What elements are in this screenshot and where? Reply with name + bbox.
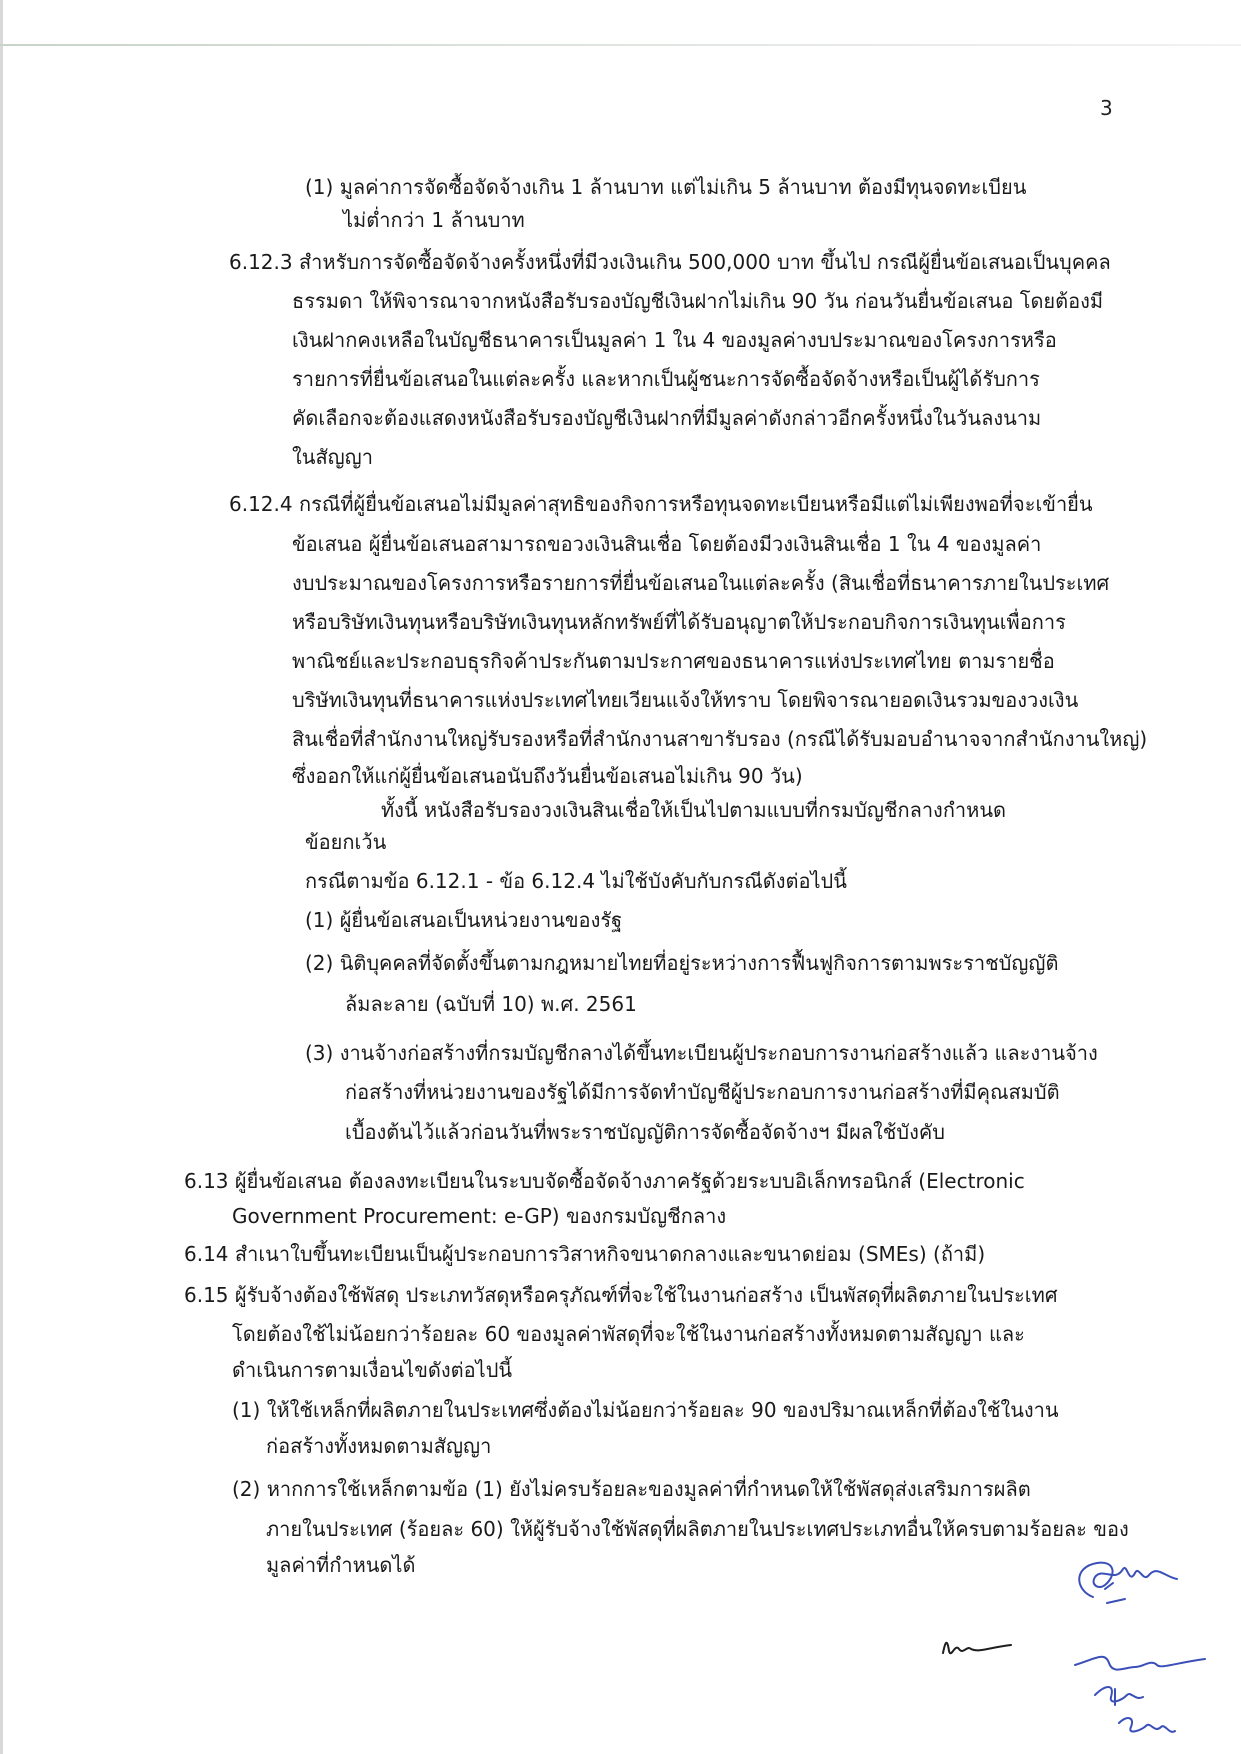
signature-stroke <box>1079 1563 1177 1597</box>
text-line: งบประมาณของโครงการหรือรายการที่ยื่นข้อเสนอในแต่ละครั้ง (สินเชื่อที่ธนาคารภายในประเทศ <box>292 571 1110 595</box>
signature-black <box>935 1625 1025 1665</box>
text-line: เบื้องต้นไว้แล้วก่อนวันที่พระราชบัญญัติการจัดซื้อจัดจ้างฯ มีผลใช้บังคับ <box>345 1120 945 1144</box>
page-number: 3 <box>1100 96 1113 120</box>
text-line: ทั้งนี้ หนังสือรับรองวงเงินสินเชื่อให้เป็นไปตามแบบที่กรมบัญชีกลางกำหนด <box>381 798 1007 822</box>
signature-stroke <box>1095 1687 1143 1705</box>
signature-stroke <box>943 1643 1011 1654</box>
text-line: ดำเนินการตามเงื่อนไขดังต่อไปนี้ <box>232 1358 513 1382</box>
signature-stroke <box>1075 1657 1205 1670</box>
text-line: ซึ่งออกให้แก่ผู้ยื่นข้อเสนอนับถึงวันยื่นข้อเสนอไม่เกิน 90 วัน) <box>292 764 803 788</box>
text-line: คัดเลือกจะต้องแสดงหนังสือรับรองบัญชีเงินฝากที่มีมูลค่าดังกล่าวอีกครั้งหนึ่งในวันลงนาม <box>292 406 1042 430</box>
signature-stroke <box>1105 1583 1125 1603</box>
text-line: รายการที่ยื่นข้อเสนอในแต่ละครั้ง และหากเป็นผู้ชนะการจัดซื้อจัดจ้างหรือเป็นผู้ได้รับการ <box>292 367 1040 391</box>
text-line: โดยต้องใช้ไม่น้อยกว่าร้อยละ 60 ของมูลค่าพัสดุที่จะใช้ในงานก่อสร้างทั้งหมดตามสัญญา และ <box>232 1322 1025 1346</box>
text-line: พาณิชย์และประกอบธุรกิจค้าประกันตามประกาศของธนาคารแห่งประเทศไทย ตามรายชื่อ <box>292 649 1055 673</box>
text-line: ข้อยกเว้น <box>305 830 387 854</box>
text-line: (1) มูลค่าการจัดซื้อจัดจ้างเกิน 1 ล้านบาท แต่ไม่เกิน 5 ล้านบาท ต้องมีทุนจดทะเบียน <box>305 175 1027 199</box>
text-line: (1) ให้ใช้เหล็กที่ผลิตภายในประเทศซึ่งต้องไม่น้อยกว่าร้อยละ 90 ของปริมาณเหล็กที่ต้องใช้ในงาน <box>232 1398 1059 1422</box>
signature-blue-stack <box>1065 1555 1215 1745</box>
text-line: ล้มละลาย (ฉบับที่ 10) พ.ศ. 2561 <box>345 992 637 1016</box>
text-line: 6.15 ผู้รับจ้างต้องใช้พัสดุ ประเภทวัสดุหรือครุภัณฑ์ที่จะใช้ในงานก่อสร้าง เป็นพัสดุที่ผลิตภายในประเทศ <box>184 1283 1058 1307</box>
text-line: 6.12.3 สำหรับการจัดซื้อจัดจ้างครั้งหนึ่งที่มีวงเงินเกิน 500,000 บาท ขึ้นไป กรณีผู้ยื่นข้อเสนอเป็นบุคคล <box>229 250 1111 274</box>
text-line: (1) ผู้ยื่นข้อเสนอเป็นหน่วยงานของรัฐ <box>305 908 623 932</box>
text-line: ไม่ต่ำกว่า 1 ล้านบาท <box>343 208 525 232</box>
text-line: ในสัญญา <box>292 445 373 469</box>
text-line: ข้อเสนอ ผู้ยื่นข้อเสนอสามารถขอวงเงินสินเชื่อ โดยต้องมีวงเงินสินเชื่อ 1 ใน 4 ของมูลค่า <box>292 532 1042 556</box>
text-line: เงินฝากคงเหลือในบัญชีธนาคารเป็นมูลค่า 1 ใน 4 ของมูลค่างบประมาณของโครงการหรือ <box>292 328 1057 352</box>
text-line: 6.14 สำเนาใบขึ้นทะเบียนเป็นผู้ประกอบการวิสาหกิจขนาดกลางและขนาดย่อม (SMEs) (ถ้ามี) <box>184 1242 986 1266</box>
text-line: 6.13 ผู้ยื่นข้อเสนอ ต้องลงทะเบียนในระบบจัดซื้อจัดจ้างภาครัฐด้วยระบบอิเล็กทรอนิกส์ (Electronic <box>184 1169 1025 1193</box>
text-line: ก่อสร้างที่หน่วยงานของรัฐได้มีการจัดทำบัญชีผู้ประกอบการงานก่อสร้างที่มีคุณสมบัติ <box>345 1080 1060 1104</box>
text-line: กรณีตามข้อ 6.12.1 - ข้อ 6.12.4 ไม่ใช้บังคับกับกรณีดังต่อไปนี้ <box>305 869 847 893</box>
text-line: ภายในประเทศ (ร้อยละ 60) ให้ผู้รับจ้างใช้พัสดุที่ผลิตภายในประเทศประเภทอื่นให้ครบตามร้อยละ ของ <box>266 1517 1129 1541</box>
text-line: ธรรมดา ให้พิจารณาจากหนังสือรับรองบัญชีเงินฝากไม่เกิน 90 วัน ก่อนวันยื่นข้อเสนอ โดยต้องมี <box>292 289 1104 313</box>
scan-left-edge <box>0 0 3 1754</box>
text-line: (2) หากการใช้เหล็กตามข้อ (1) ยังไม่ครบร้อยละของมูลค่าที่กำหนดให้ใช้พัสดุส่งเสริมการผลิต <box>232 1477 1031 1501</box>
signature-stroke <box>1119 1718 1175 1732</box>
text-line: ก่อสร้างทั้งหมดตามสัญญา <box>266 1434 492 1458</box>
scan-top-rule <box>0 44 1241 46</box>
text-line: Government Procurement: e-GP) ของกรมบัญชีกลาง <box>232 1204 727 1228</box>
text-line: 6.12.4 กรณีที่ผู้ยื่นข้อเสนอไม่มีมูลค่าสุทธิของกิจการหรือทุนจดทะเบียนหรือมีแต่ไม่เพียงพอที่จะเข้ายื่น <box>229 492 1093 516</box>
text-line: มูลค่าที่กำหนดได้ <box>266 1553 416 1577</box>
text-line: (2) นิติบุคคลที่จัดตั้งขึ้นตามกฎหมายไทยที่อยู่ระหว่างการฟื้นฟูกิจการตามพระราชบัญญัติ <box>305 951 1059 975</box>
text-line: หรือบริษัทเงินทุนหรือบริษัทเงินทุนหลักทรัพย์ที่ได้รับอนุญาตให้ประกอบกิจการเงินทุนเพื่อการ <box>292 610 1066 634</box>
text-line: สินเชื่อที่สำนักงานใหญ่รับรองหรือที่สำนักงานสาขารับรอง (กรณีได้รับมอบอำนาจจากสำนักงานใหญ่) <box>292 727 1148 751</box>
text-line: บริษัทเงินทุนที่ธนาคารแห่งประเทศไทยเวียนแจ้งให้ทราบ โดยพิจารณายอดเงินรวมของวงเงิน <box>292 688 1079 712</box>
text-line: (3) งานจ้างก่อสร้างที่กรมบัญชีกลางได้ขึ้นทะเบียนผู้ประกอบการงานก่อสร้างแล้ว และงานจ้าง <box>305 1041 1098 1065</box>
